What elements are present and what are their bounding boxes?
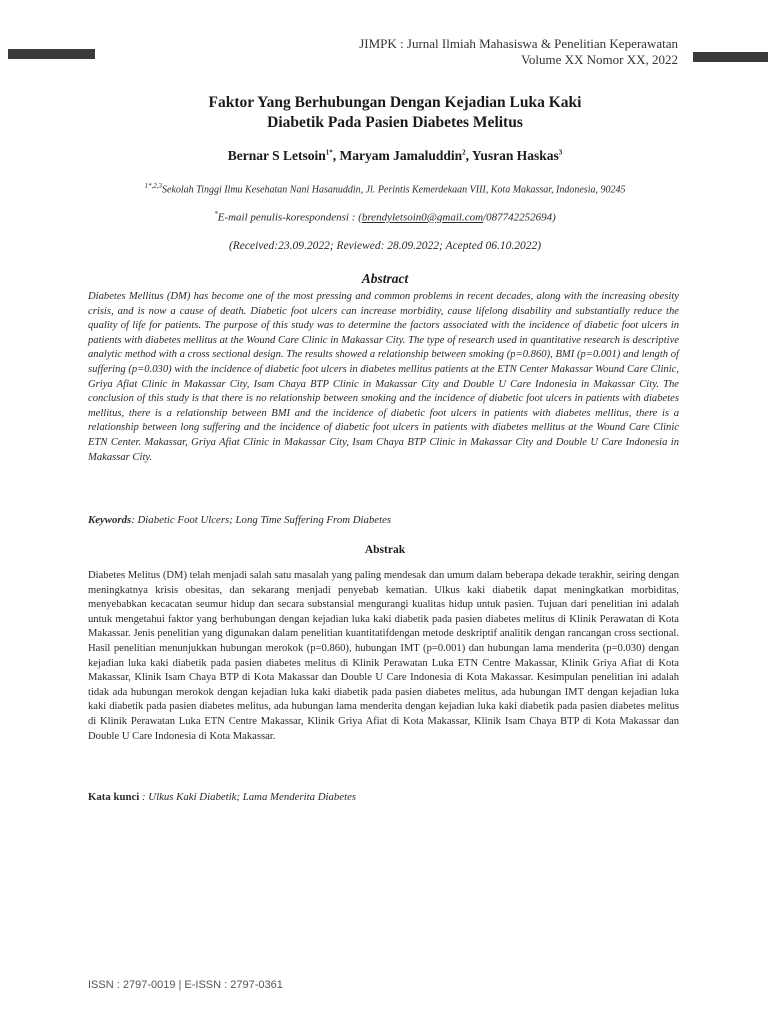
- author-1: Bernar S Letsoin: [227, 148, 326, 163]
- received-dates: (Received:23.09.2022; Reviewed: 28.09.2022; Acepted 06.10.2022): [228, 240, 542, 252]
- issn-footer: ISSN : 2797-0019 | E-ISSN : 2797-0361: [88, 979, 283, 991]
- email-prefix: E-mail penulis-korespondensi : (: [217, 211, 362, 224]
- email-suffix: /087742252694): [483, 211, 556, 224]
- author-2-sup: 2: [462, 148, 466, 157]
- abstrak-heading: Abstrak: [364, 544, 406, 556]
- author-1-sup: 1*: [325, 148, 333, 157]
- keywords-value: : Diabetic Foot Ulcers; Long Time Suffering From Diabetes: [131, 514, 392, 526]
- author-2: , Maryam Jamaluddin: [332, 148, 463, 163]
- author-3: , Yusran Haskas: [465, 148, 559, 163]
- email-link[interactable]: brendyletsoin0@gmail.com: [361, 211, 484, 224]
- corresponding-email: [60, 210, 710, 224]
- abstract-text: Diabetes Mellitus (DM) has become one of the most pressing and common problems in recent decades, along with the increasing obesity crisis, and is now a cause of death. Diabetic foot ulcers can increase morbidity, cause lifelong disability and substantially reduce the quality of life for patients. The purpose of this study was to determine the factors associated with the incidence of diabetic foot ulcers in patients with diabetes mellitus at the Wound Care Clinic in Makassar City. The type of research used in quantitative research is descriptive analytic method with a cross sectional design. The results showed a relationship between smoking (p=0.860), BMI (p=0.001) and length of suffering (p=0.030) with the incidence of diabetic foot ulcers in diabetes mellitus patients at the ETN Center Makassar Wound Care Clinic, Griya Afiat Clinic in Makassar City, Isam Chaya BTP Clinic in Makassar City and Double U Care Indonesia in Makassar City. The conclusion of this study is that there is no relationship between smoking and the incidence of diabetic foot ulcers in patients with diabetes mellitus, there is a relationship between BMI and the incidence of diabetic foot ulcers in patients with diabetes mellitus, there is a relationship between long suffering and the incidence of diabetic foot ulcers in patients with diabetes mellitus at the Wound Care Clinic ETN Center. Makassar, Griya Afiat Clinic in Makassar City, Isam Chaya BTP Clinic in Makassar City and Double U Care Indonesia in Makassar City.: [88, 291, 679, 463]
- affiliation: [60, 182, 710, 195]
- title-line-2: Diabetik Pada Pasien Diabetes Melitus: [267, 114, 523, 131]
- kata-kunci-value: : Ulkus Kaki Diabetik; Lama Menderita Diabetes: [142, 791, 357, 803]
- author-list: [100, 148, 690, 164]
- affiliation-sup: 1*,2,3: [144, 182, 162, 190]
- title-line-1: Faktor Yang Berhubungan Dengan Kejadian Luka Kaki: [208, 94, 582, 111]
- keywords-en: [88, 514, 391, 526]
- abstrak-text: Diabetes Melitus (DM) telah menjadi salah satu masalah yang paling mendesak dan umum dalam beberapa dekade terakhir, seiring dengan meningkatnya krisis obesitas, dan sekarang menjadi penyebab kematian. Ulkus kaki diabetik dapat meningkatkan morbiditas, menyebabkan kecacatan seumur hidup dan secara substansial mengurangi kualitas hidup untuk pasien. Tujuan dari penelitian ini adalah untuk mengetahui faktor yang berhubungan dengan kejadian luka kaki diabetik pada pasien diabetes melitus di Klinik Perawatan di Kota Makassar. Jenis penelitian yang digunakan dalam penelitian kuantitatifdengan metode deskriptif analitik dengan rancangan cross sectional. Hasil penelitian menunjukkan hubungan merokok (p=0.860), hubungan IMT (p=0.001) dan hubungan lama menderita (p=0.030) dengan kejadian luka kaki diabetik pada pasien diabetes melitus di Klinik Perawatan Luka ETN Centre Makassar, Klinik Griya Afiat di Kota Makassar, Klinik Isam Chaya BTP di Kota Makassar dan Double U Care Indonesia di Kota Makassar. Kesimpulan penelitian ini adalah tidak ada hubungan merokok dengan kejadian luka kaki diabetik pada pasien diabetes melitus, ada hubungan IMT dengan kejadian luka kaki diabetik pada pasien diabetes melitus, ada hubungan lama menderita dengan kejadian luka kaki diabetik pada pasien diabetes melitus di Klinik Perawatan Luka ETN Centre Makassar, Klinik Griya Afiat di Kota Makassar, Klinik Isam Chaya BTP di Kota Makassar dan Double U Care Indonesia di Kota Makassar.: [88, 570, 679, 742]
- affiliation-text: Sekolah Tinggi Ilmu Kesehatan Nani Hasanuddin, Jl. Perintis Kemerdekaan VIII, Kota Makassar, Indonesia, 90245: [162, 184, 626, 196]
- header-bar-left: [8, 49, 95, 59]
- paper-title: [100, 93, 690, 133]
- keywords-id: [88, 791, 356, 803]
- abstract-heading: Abstract: [361, 271, 409, 286]
- author-3-sup: 3: [558, 148, 563, 157]
- kata-kunci-label: Kata kunci: [88, 791, 140, 803]
- journal-header: [359, 36, 678, 68]
- email-sup: *: [214, 210, 218, 218]
- journal-name: JIMPK : Jurnal Ilmiah Mahasiswa & Penelitian Keperawatan: [359, 36, 678, 51]
- keywords-label: Keywords: [88, 514, 132, 526]
- header-bar-right: [693, 52, 768, 62]
- journal-volume: Volume XX Nomor XX, 2022: [521, 52, 678, 67]
